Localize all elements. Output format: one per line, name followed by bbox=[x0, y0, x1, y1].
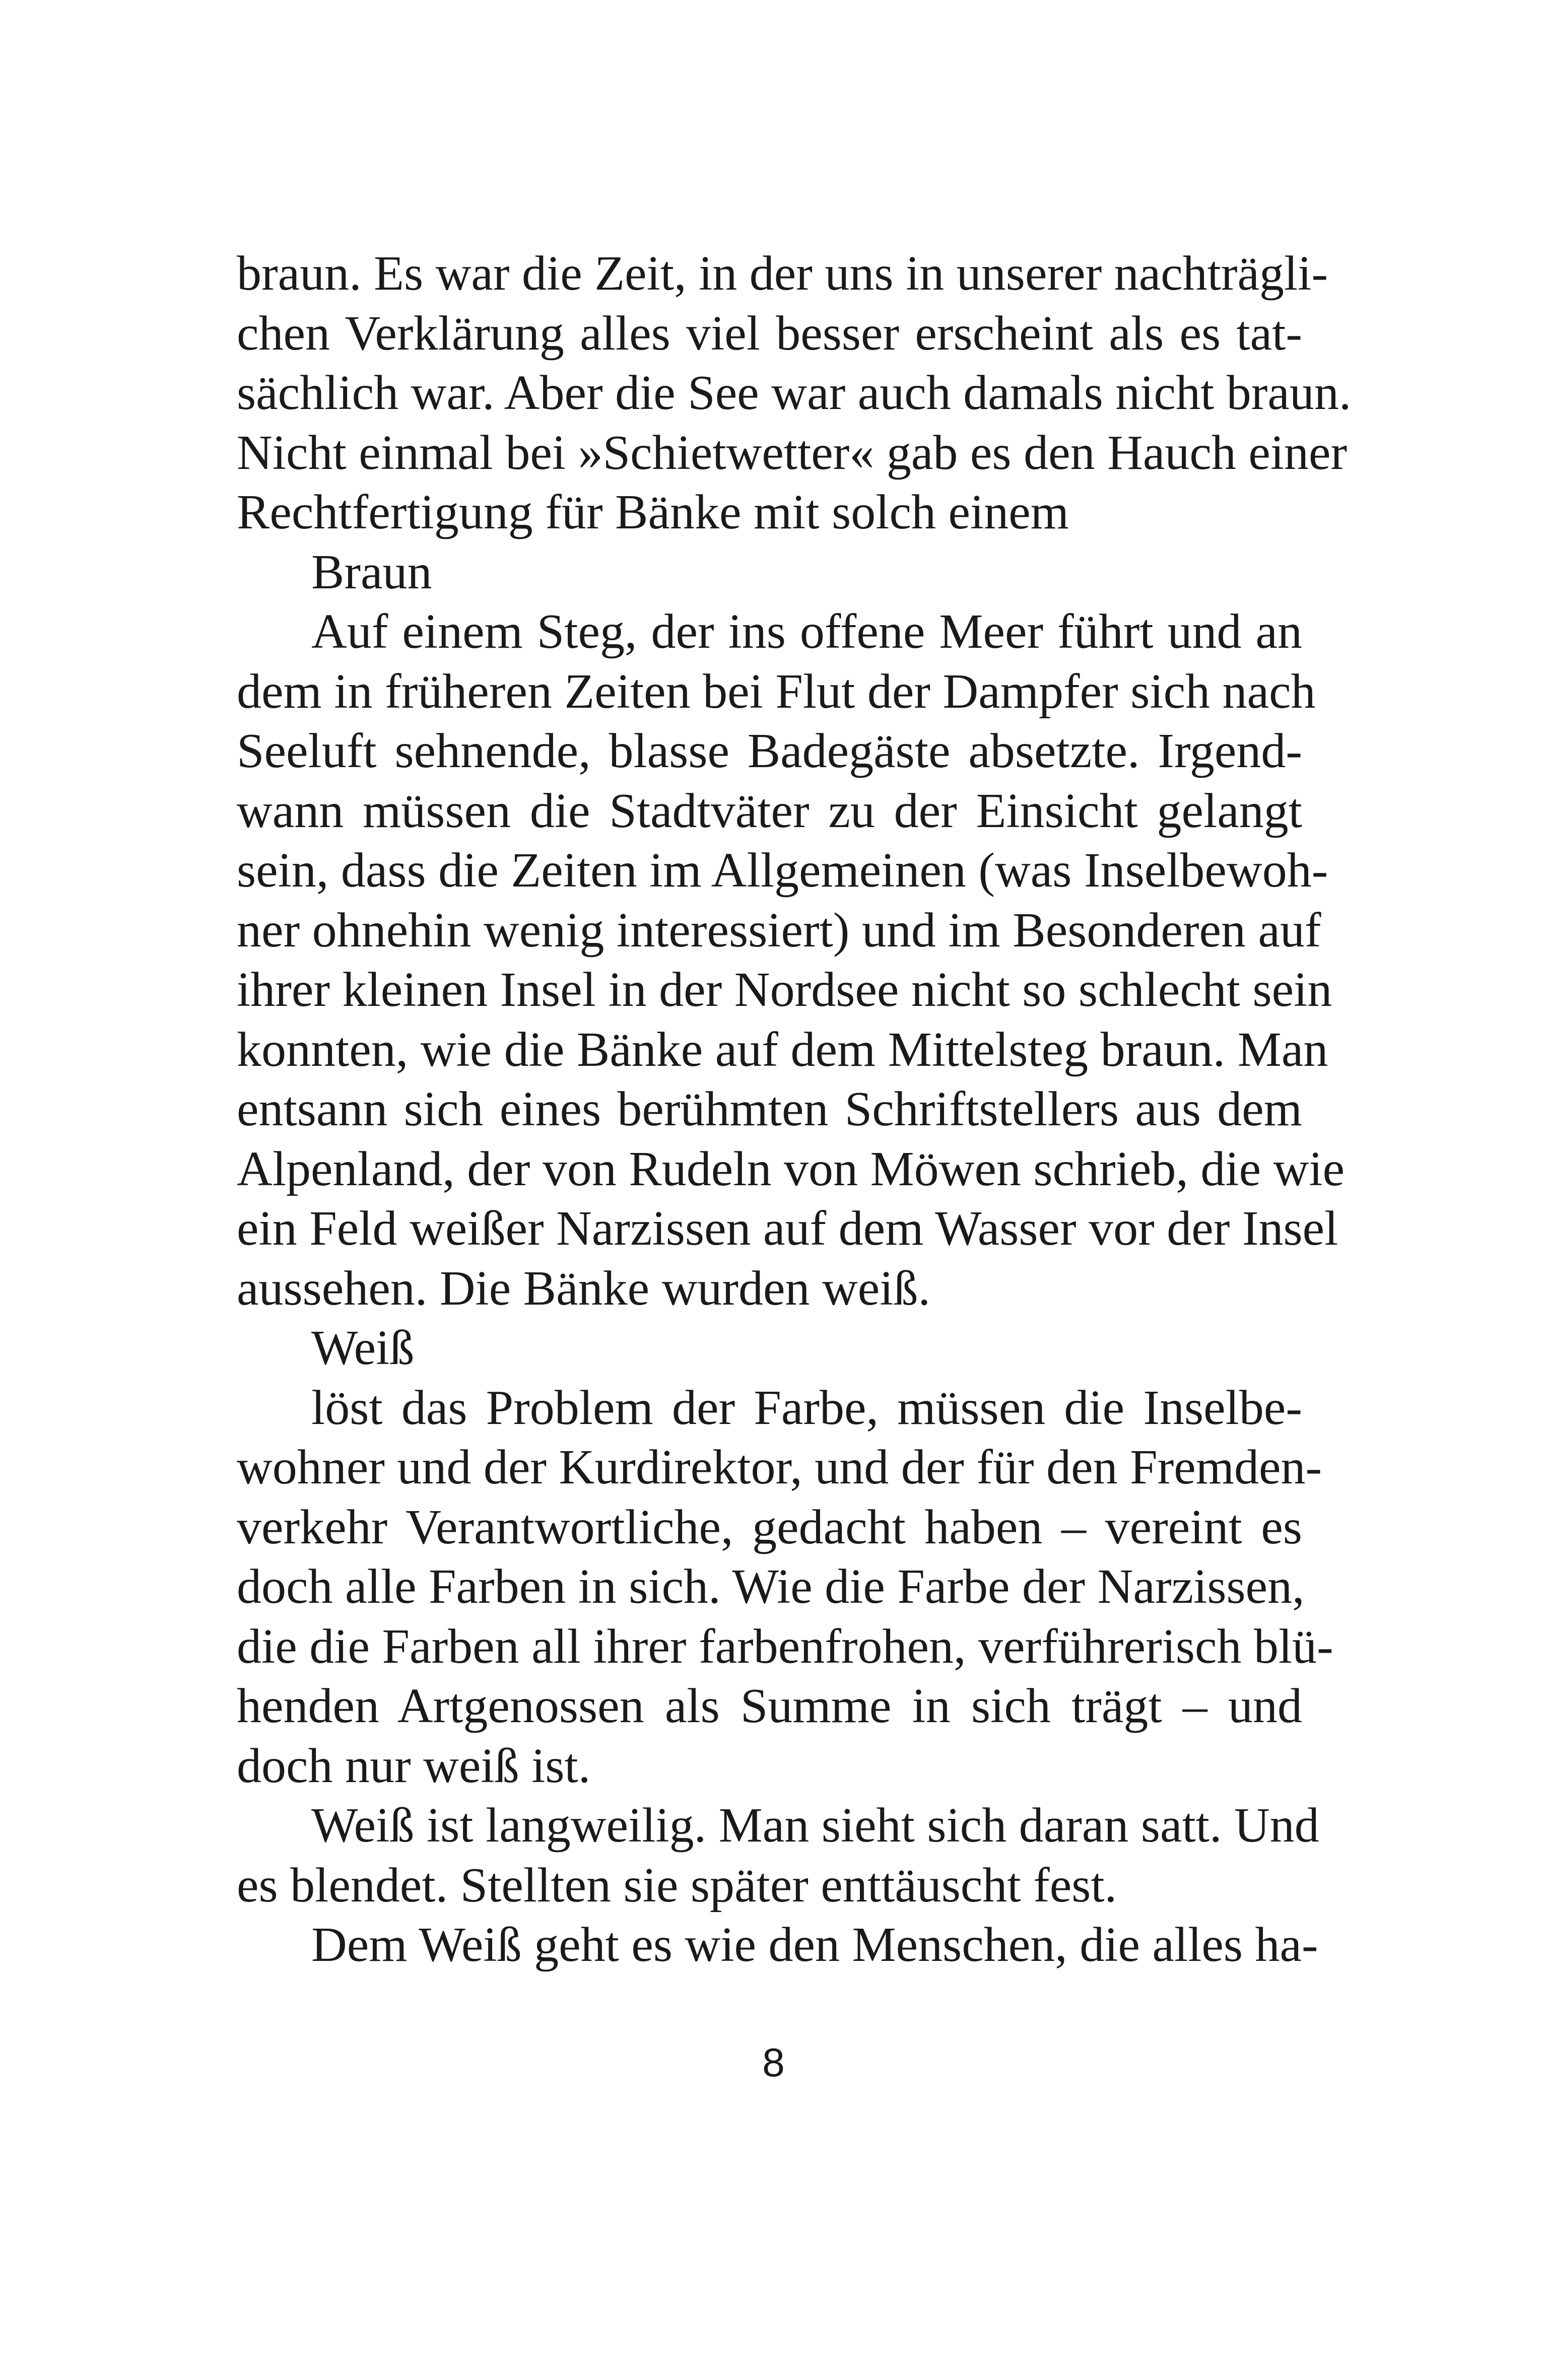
text-line: wann müssen die Stadtväter zu der Einsicht gelangt bbox=[237, 783, 1302, 838]
text-line: doch nur weiß ist. bbox=[237, 1738, 591, 1793]
text-line: Dem Weiß geht es wie den Menschen, die alles ha- bbox=[311, 1918, 1318, 1972]
text-line: Braun bbox=[311, 545, 432, 599]
text-line: Weiß ist langweilig. Man sieht sich daran satt. Und bbox=[311, 1798, 1319, 1853]
text-line: ein Feld weißer Narzissen auf dem Wasser vor der Insel bbox=[237, 1201, 1338, 1256]
text-line: ner ohnehin wenig interessiert) und im Besonderen auf bbox=[237, 903, 1321, 958]
text-line: aussehen. Die Bänke wurden weiß. bbox=[237, 1261, 931, 1316]
text-line: chen Verklärung alles viel besser erscheint als es tat- bbox=[237, 306, 1302, 361]
text-line: löst das Problem der Farbe, müssen die Inselbe- bbox=[311, 1380, 1302, 1435]
text-line: wohner und der Kurdirektor, und der für den Fremden- bbox=[237, 1440, 1322, 1494]
text-line: es blendet. Stellten sie später enttäuscht fest. bbox=[237, 1858, 1117, 1913]
text-line: doch alle Farben in sich. Wie die Farbe der Narzissen, bbox=[237, 1559, 1305, 1614]
text-line: braun. Es war die Zeit, in der uns in unserer nachträgli- bbox=[237, 246, 1328, 301]
text-line: henden Artgenossen als Summe in sich trägt – und bbox=[237, 1679, 1302, 1733]
text-line: dem in früheren Zeiten bei Flut der Dampfer sich nach bbox=[237, 664, 1316, 719]
text-line: sächlich war. Aber die See war auch damals nicht braun. bbox=[237, 366, 1352, 420]
text-line: verkehr Verantwortliche, gedacht haben – vereint es bbox=[237, 1500, 1302, 1554]
text-line: ihrer kleinen Insel in der Nordsee nicht so schlecht sein bbox=[237, 963, 1332, 1017]
text-line: entsann sich eines berühmten Schriftstellers aus dem bbox=[237, 1082, 1302, 1136]
text-line: die die Farben all ihrer farbenfrohen, verführerisch blü- bbox=[237, 1619, 1333, 1674]
text-line: Rechtfertigung für Bänke mit solch einem bbox=[237, 485, 1069, 539]
page-number: 8 bbox=[762, 2040, 785, 2085]
text-line: Seeluft sehnende, blasse Badegäste absetzte. Irgend- bbox=[237, 724, 1302, 778]
text-line: sein, dass die Zeiten im Allgemeinen (was Inselbewoh- bbox=[237, 843, 1328, 898]
body-text bbox=[237, 244, 1352, 1975]
text-line: konnten, wie die Bänke auf dem Mittelsteg braun. Man bbox=[237, 1022, 1328, 1077]
text-line: Nicht einmal bei »Schietwetter« gab es den Hauch einer bbox=[237, 425, 1348, 480]
text-line: Alpenland, der von Rudeln von Möwen schrieb, die wie bbox=[237, 1141, 1345, 1196]
text-line: Weiß bbox=[311, 1321, 415, 1375]
text-line: Auf einem Steg, der ins offene Meer führt und an bbox=[311, 604, 1302, 659]
